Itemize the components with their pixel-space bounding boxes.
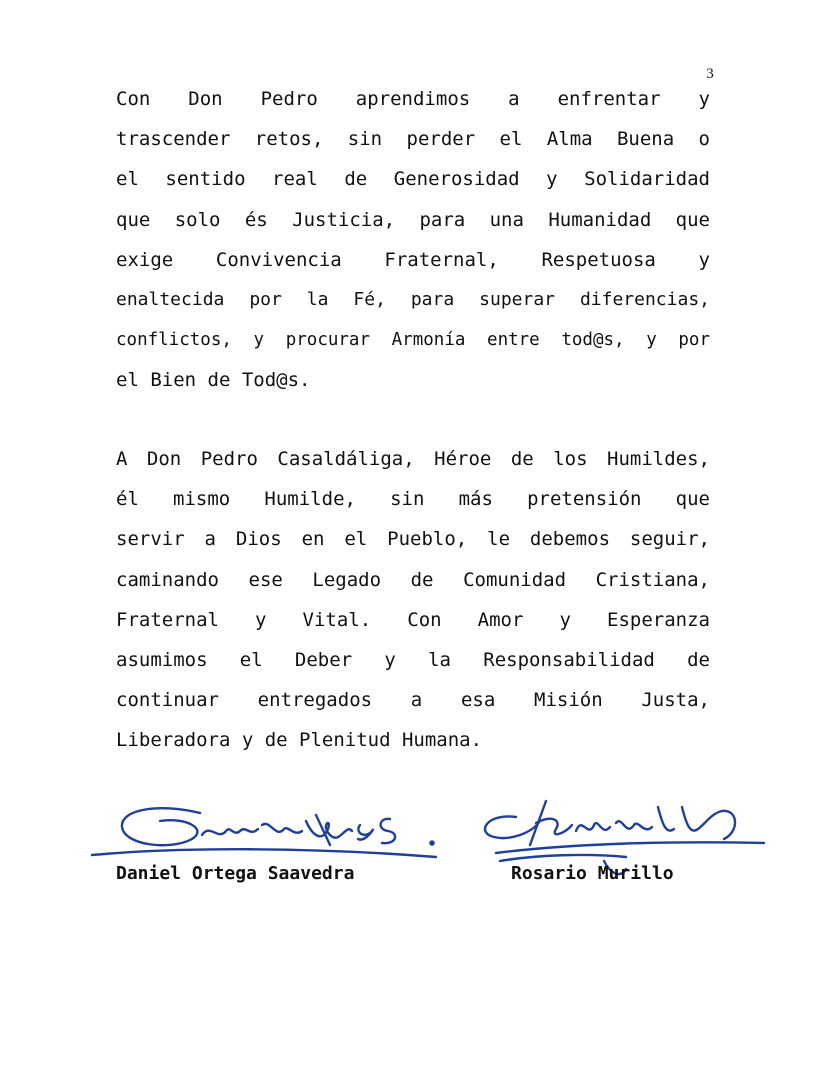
signature-block-right bbox=[476, 795, 776, 885]
signature-block-left bbox=[90, 795, 450, 885]
handwritten-signature-left bbox=[90, 795, 450, 870]
page-number: 3 bbox=[706, 66, 714, 82]
signatory-name-right: Rosario Murillo bbox=[511, 863, 674, 884]
text-line: asumimos el Deber y la Responsabilidad de bbox=[116, 648, 710, 671]
paragraph-2 bbox=[116, 446, 710, 768]
text-line: exige Convivencia Fraternal, Respetuosa y bbox=[116, 248, 710, 271]
text-line: el sentido real de Generosidad y Solidaridad bbox=[116, 168, 710, 191]
text-line: Con Don Pedro aprendimos a enfrentar y bbox=[116, 88, 710, 110]
text-line: enaltecida por la Fé, para superar diferencias, bbox=[116, 288, 710, 310]
text-line: caminando ese Legado de Comunidad Cristiana, bbox=[116, 568, 710, 591]
text-line: trascender retos, sin perder el Alma Buena o bbox=[116, 128, 710, 151]
text-line: conflictos, y procurar Armonía entre tod@s, y por bbox=[116, 330, 710, 351]
text-line: Liberadora y de Plenitud Humana. bbox=[116, 729, 483, 752]
text-line: el Bien de Tod@s. bbox=[116, 369, 311, 392]
paragraph-1 bbox=[116, 86, 710, 408]
text-line: continuar entregados a esa Misión Justa, bbox=[116, 689, 710, 712]
signatory-name-left: Daniel Ortega Saavedra bbox=[116, 863, 355, 884]
text-line: Fraternal y Vital. Con Amor y Esperanza bbox=[116, 608, 710, 631]
text-line: él mismo Humilde, sin más pretensión que bbox=[116, 488, 710, 511]
text-line: que solo és Justicia, para una Humanidad que bbox=[116, 208, 710, 231]
text-line: servir a Dios en el Pueblo, le debemos seguir, bbox=[116, 528, 710, 551]
text-line: A Don Pedro Casaldáliga, Héroe de los Humildes, bbox=[116, 448, 710, 470]
